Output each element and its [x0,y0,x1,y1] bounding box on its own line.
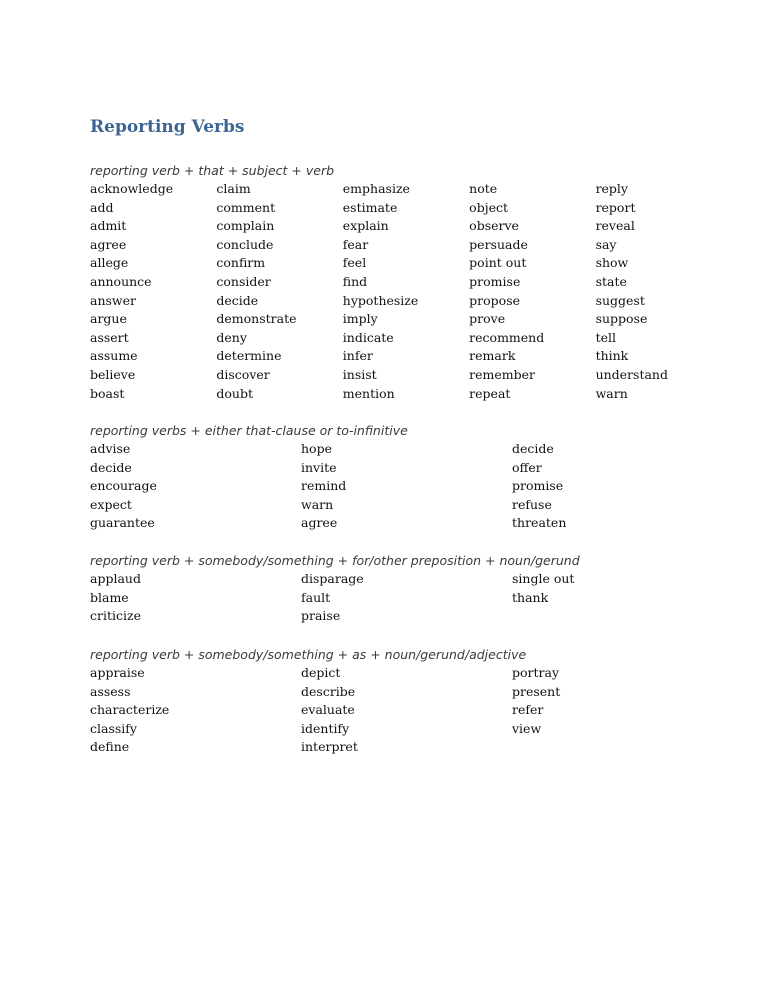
verb-item: portray [512,665,560,680]
verb-item: state [595,273,627,289]
verb-item: characterize [90,702,170,718]
section-heading: reporting verb + somebody/something + for/other preposition + noun/gerund [90,553,580,568]
verb-item: remember [469,366,536,382]
verb-item: tell [595,329,616,345]
verb-item: blame [90,589,129,605]
verb-item: argue [90,311,127,327]
verb-column [90,440,301,533]
verb-item: classify [90,720,137,736]
verb-item: mention [342,385,395,401]
verb-item: persuade [469,236,528,252]
verb-item: hypothesize [342,292,419,308]
verb-item: assume [90,348,138,364]
verb-item: recommend [469,329,545,345]
verb-item: disparage [301,571,364,586]
verb-item: show [595,255,629,271]
verb-item: single out [512,571,575,586]
verb-column [90,570,301,626]
verb-column [90,180,216,403]
verb-column [512,570,723,626]
verb-item: praise [301,608,341,624]
verb-item: decide [512,441,554,456]
verb-item: indicate [342,329,394,345]
verb-item: fear [342,236,369,252]
verb-column [343,180,469,403]
verb-item: remind [301,478,347,494]
verb-item: emphasize [342,181,410,196]
verb-item: depict [301,665,341,680]
verb-item: warn [595,385,628,401]
verb-item: propose [469,292,521,308]
verb-item: think [595,348,629,364]
verb-item: encourage [90,478,157,494]
verb-item: advise [90,441,131,456]
verb-item: announce [90,273,152,289]
verb-item: remark [469,348,516,364]
section-as-complement [90,646,690,757]
verb-list [90,440,690,533]
verb-item: expect [90,496,132,512]
verb-column [469,180,595,403]
verb-item: report [595,199,636,215]
section-that-clause [90,162,690,403]
verb-item: view [512,720,542,736]
verb-list [90,570,690,626]
verb-item: prove [469,311,506,327]
verb-item: note [469,181,498,196]
verb-column [512,664,723,757]
section-heading: reporting verb + somebody/something + as + noun/gerund/adjective [90,647,527,662]
verb-item: reply [595,181,628,196]
verb-column [216,180,342,403]
verb-item: explain [342,218,389,234]
verb-item: insist [342,366,377,382]
verb-item: offer [512,459,542,475]
verb-item: determine [216,348,282,364]
verb-item: evaluate [301,702,355,718]
verb-column [90,664,301,757]
verb-item: add [90,199,114,215]
verb-item: doubt [216,385,253,401]
verb-item: discover [216,366,270,382]
verb-item: agree [301,515,338,531]
verb-item: refuse [512,496,552,512]
verb-item: infer [342,348,373,364]
verb-column [301,440,512,533]
verb-item: identify [301,720,350,736]
verb-item: threaten [512,515,567,531]
verb-item: suggest [595,292,645,308]
verb-item: understand [595,366,668,382]
section-for-preposition [90,552,690,626]
verb-item: assert [90,329,129,345]
verb-item: find [342,273,368,289]
verb-item: confirm [216,255,266,271]
verb-item: boast [90,385,125,401]
verb-item: appraise [90,665,145,680]
verb-item: conclude [216,236,274,252]
section-that-or-infinitive [90,422,690,533]
verb-item: believe [90,366,136,382]
verb-list [90,180,690,403]
verb-item: admit [90,218,127,234]
verb-item: claim [216,181,251,196]
verb-item: acknowledge [90,181,174,196]
verb-item: assess [90,683,131,699]
verb-item: guarantee [90,515,155,531]
page-title: Reporting Verbs [90,117,245,137]
verb-item: point out [469,255,527,271]
verb-item: feel [342,255,367,271]
verb-item: promise [512,478,564,494]
verb-item: define [90,739,130,755]
verb-item: imply [342,311,378,327]
verb-item: applaud [90,571,141,586]
verb-item: object [469,199,508,215]
verb-item: comment [216,199,276,215]
verb-list [90,664,690,757]
verb-item: refer [512,702,544,718]
verb-item: reveal [595,218,635,234]
verb-item: fault [301,589,331,605]
verb-item: criticize [90,608,141,624]
verb-item: demonstrate [216,311,297,327]
verb-item: decide [90,459,132,475]
section-heading: reporting verb + that + subject + verb [90,163,335,178]
verb-item: complain [216,218,275,234]
verb-item: consider [216,273,271,289]
verb-item: invite [301,459,337,475]
verb-column [301,664,512,757]
verb-item: interpret [301,739,358,755]
verb-column [596,180,722,403]
verb-item: say [595,236,617,252]
verb-item: agree [90,236,127,252]
verb-column [512,440,723,533]
verb-item: decide [216,292,259,308]
verb-item: present [512,683,561,699]
verb-item: repeat [469,385,511,401]
verb-item: suppose [595,311,648,327]
verb-item: deny [216,329,247,345]
verb-item: observe [469,218,519,234]
verb-item: allege [90,255,129,271]
verb-item: estimate [342,199,398,215]
verb-item: hope [301,441,332,456]
section-heading: reporting verbs + either that-clause or to-infinitive [90,423,408,438]
verb-column [301,570,512,626]
verb-item: thank [512,589,549,605]
verb-item: describe [301,683,356,699]
verb-item: promise [469,273,521,289]
verb-item: answer [90,292,136,308]
verb-item: warn [301,496,334,512]
